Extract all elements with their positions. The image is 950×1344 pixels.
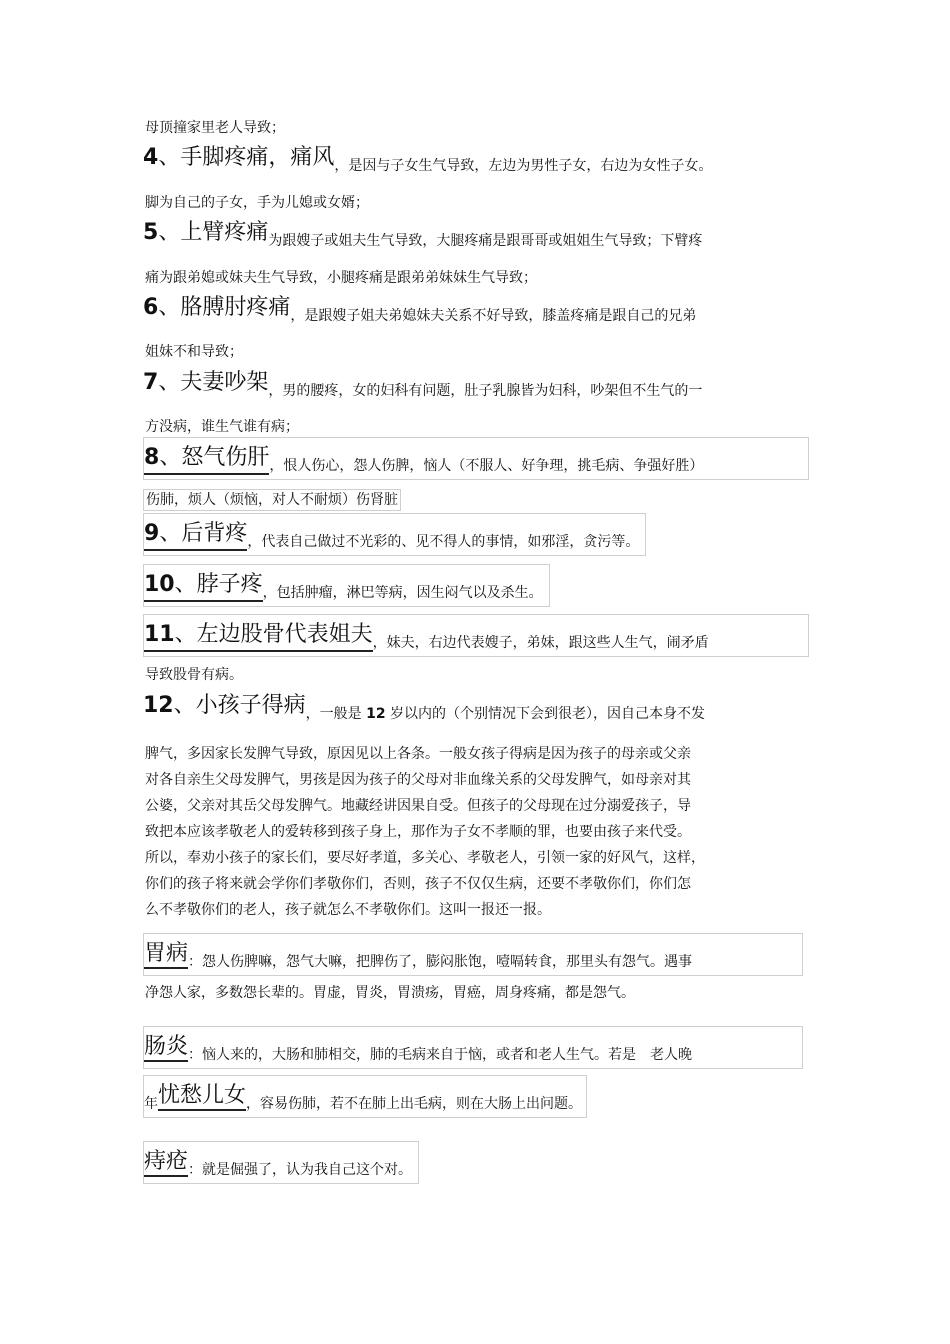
stomach-heading bbox=[143, 933, 803, 976]
paragraph-line: 公婆，父亲对其岳父母发脾气。地藏经讲因果自受。但孩子的父母现在过分溺爱孩子，导 bbox=[145, 798, 691, 814]
section-text: ，男的腰疼，女的妇科有问题，肚子乳腺皆为妇科，吵架但不生气的一 bbox=[268, 383, 703, 399]
section-title: 、夫妻吵架 bbox=[158, 370, 269, 395]
section-text bbox=[306, 706, 705, 722]
section-title: 肠炎 bbox=[144, 1029, 188, 1062]
section-6-continuation: 姐妹不和导致； bbox=[145, 344, 243, 360]
section-text-a: ，一般是 bbox=[305, 706, 367, 722]
section-title: 、左边股骨代表姐夫 bbox=[174, 622, 373, 647]
section-4-heading bbox=[143, 140, 712, 175]
section-text: ，代表自己做过不光彩的、见不得人的事情，如邪淫，贪污等。 bbox=[247, 534, 640, 550]
enteritis-heading bbox=[143, 1026, 803, 1069]
hemorrhoid-heading bbox=[143, 1141, 419, 1184]
section-title: 、上臂疼痛 bbox=[158, 220, 269, 245]
body-paragraph bbox=[145, 741, 705, 923]
section-7-continuation: 方没病，谁生气谁有病； bbox=[145, 419, 299, 435]
paragraph-line: 对各自亲生父母发脾气，男孩是因为孩子的父母对非血缘关系的父母发脾气，如母亲对其 bbox=[145, 772, 691, 788]
section-number: 10 bbox=[144, 572, 175, 597]
paragraph-line: 你们的孩子将来就会学你们孝敬你们，否则，孩子不仅仅生病，还要不孝敬你们，你们怎 bbox=[145, 876, 691, 892]
section-11-continuation: 导致股骨有病。 bbox=[145, 667, 243, 683]
section-9-heading bbox=[143, 513, 646, 556]
section-number: 7 bbox=[143, 370, 159, 395]
section-title: 、胳膊肘疼痛 bbox=[158, 295, 291, 320]
section-text: ，容易伤肺，若不在肺上出毛病，则在大肠上出问题。 bbox=[246, 1096, 583, 1112]
section-7-heading bbox=[143, 365, 702, 400]
section-title: 、小孩子得病 bbox=[173, 693, 306, 718]
section-text: 年 bbox=[144, 1096, 158, 1112]
enteritis-continuation bbox=[143, 1075, 587, 1118]
section-text: ，妹夫，右边代表嫂子，弟妹，跟这些人生气，闹矛盾 bbox=[372, 635, 709, 651]
section-number: 9 bbox=[144, 521, 160, 546]
highlighted-phrase: 忧愁儿女 bbox=[158, 1078, 246, 1111]
section-text: ，包括肿瘤，淋巴等病，因生闷气以及杀生。 bbox=[262, 585, 543, 601]
section-8-continuation: 伤肺，烦人（烦恼，对人不耐烦）伤肾脏 bbox=[143, 489, 401, 511]
section-text: ：就是倔强了，认为我自己这个对。 bbox=[188, 1162, 413, 1178]
section-4-continuation: 脚为自己的子女，手为儿媳或女婿； bbox=[145, 195, 369, 211]
section-10-heading bbox=[143, 564, 550, 607]
section-title-underlined bbox=[144, 440, 269, 475]
section-title: 胃病 bbox=[144, 936, 188, 969]
section-number: 5 bbox=[143, 220, 159, 245]
section-12-heading bbox=[143, 688, 705, 723]
paragraph-line: 所以，奉劝小孩子的家长们，要尽好孝道，多关心、孝敬老人，引领一家的好风气，这样， bbox=[145, 850, 705, 866]
section-title-underlined bbox=[144, 617, 373, 652]
section-text: ：恼人来的，大肠和肺相交，肺的毛病来自于恼，或者和老人生气。若是 老人晚 bbox=[188, 1047, 693, 1063]
age-number: 12 bbox=[366, 706, 386, 722]
paragraph-line: 脾气，多因家长发脾气导致，原因见以上各条。一般女孩子得病是因为孩子的母亲或父亲 bbox=[145, 746, 691, 762]
section-number: 8 bbox=[144, 445, 160, 470]
section-title: 、手脚疼痛，痛风 bbox=[158, 145, 335, 170]
section-11-heading bbox=[143, 614, 809, 657]
section-text: 为跟嫂子或姐夫生气导致，大腿疼痛是跟哥哥或姐姐生气导致；下臂疼 bbox=[268, 233, 703, 249]
section-title: 、怒气伤肝 bbox=[159, 445, 270, 470]
section-number: 6 bbox=[143, 295, 159, 320]
section-title: 、脖子疼 bbox=[174, 572, 263, 597]
paragraph-line: 么不孝敬你们的老人，孩子就怎么不孝敬你们。这叫一报还一报。 bbox=[145, 902, 551, 918]
section-title-underlined bbox=[144, 516, 247, 551]
stomach-continuation: 净怨人家，多数怨长辈的。胃虚，胃炎，胃溃疡，胃癌，周身疼痛，都是怨气。 bbox=[145, 985, 635, 1001]
section-text-b: 岁以内的（个别情况下会到很老），因自己本身不发 bbox=[385, 706, 706, 722]
section-number: 11 bbox=[144, 622, 175, 647]
section-text: ，是跟嫂子姐夫弟媳妹夫关系不好导致，膝盖疼痛是跟自己的兄弟 bbox=[290, 308, 697, 324]
paragraph-line: 致把本应该孝敬老人的爱转移到孩子身上，那作为子女不孝顺的罪，也要由孩子来代受。 bbox=[145, 824, 691, 840]
section-title: 痔疮 bbox=[144, 1144, 188, 1177]
section-text: ：怨人伤脾嘛，怨气大嘛，把脾伤了，膨闷胀饱，噎嗝转食，那里头有怨气。遇事 bbox=[188, 954, 693, 970]
section-text: ，恨人伤心，怨人伤脾，恼人（不服人、好争理，挑毛病、争强好胜） bbox=[269, 458, 704, 474]
intro-line: 母顶撞家里老人导致； bbox=[145, 120, 285, 136]
section-8-heading bbox=[143, 437, 809, 480]
section-6-heading bbox=[143, 290, 696, 325]
section-text: ，是因与子女生气导致，左边为男性子女，右边为女性子女。 bbox=[334, 158, 713, 174]
section-title-underlined bbox=[144, 567, 263, 602]
section-5-heading bbox=[143, 215, 702, 250]
section-number: 12 bbox=[143, 693, 174, 718]
section-5-continuation: 痛为跟弟媳或妹夫生气导致，小腿疼痛是跟弟弟妹妹生气导致； bbox=[145, 270, 537, 286]
section-title: 、后背疼 bbox=[159, 521, 248, 546]
section-number: 4 bbox=[143, 145, 159, 170]
